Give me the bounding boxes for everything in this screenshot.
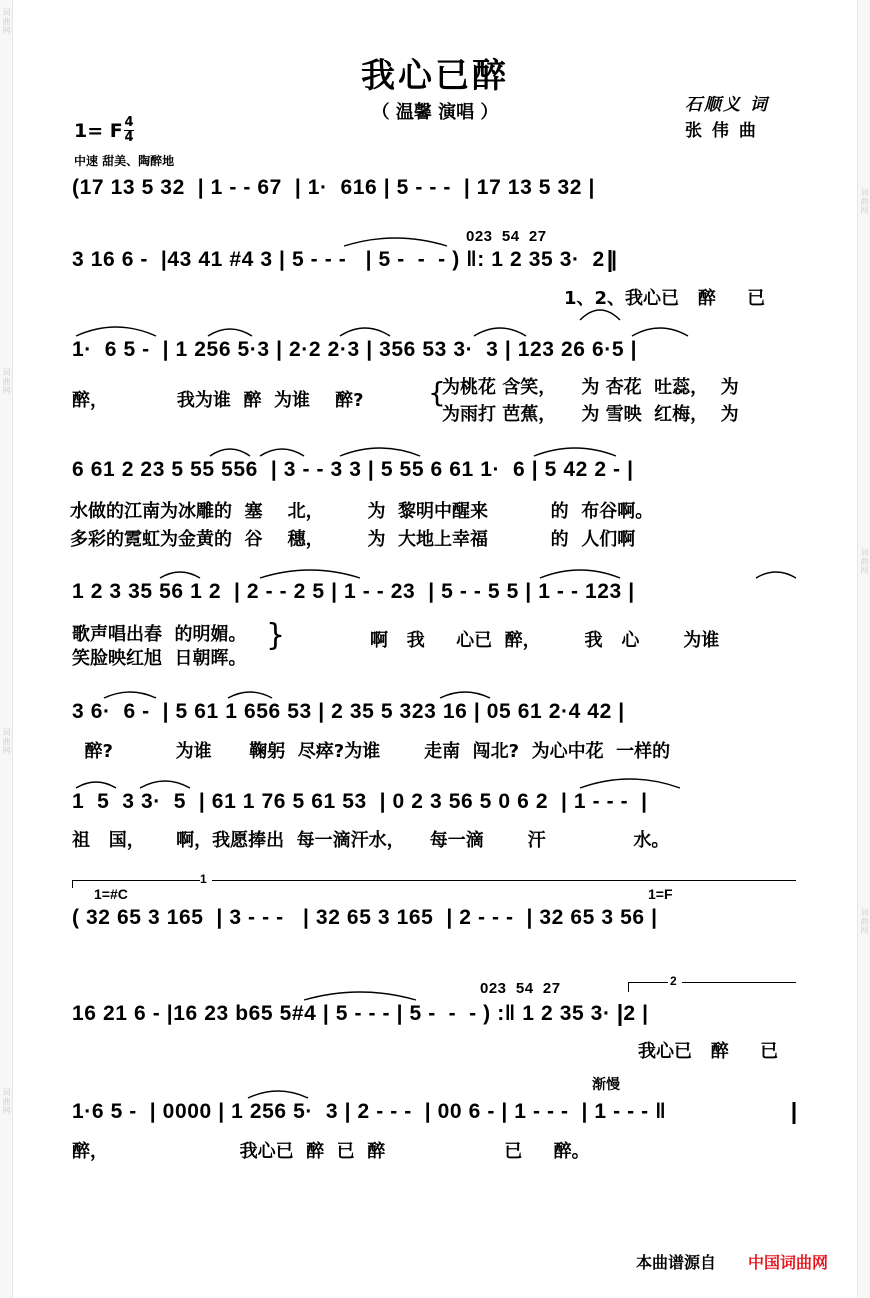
notation-line-8: ( 32 65 3 165 | 3 - - - | 32 65 3 165 | 2 - - - | 32 65 3 56 | xyxy=(72,906,658,929)
notation-line-10: 1·6 5 - | 0000 | 1 256 5· 3 | 2 - - - | 00 6 - | 1 - - - | 1 - - - ‖ xyxy=(72,1100,667,1123)
lyric-line-9: 我心已 醉 已 xyxy=(638,1041,779,1062)
slur-arc xyxy=(76,327,156,336)
lyric-brace-5: } xyxy=(266,618,286,653)
notation-line-4: 6 61 2 23 5 55 556 | 3 - - 3 3 | 5 55 6 61 1· 6 | 5 42 2 - | xyxy=(72,458,634,481)
lyric-line-5-verse-2: 笑脸映红旭 日朝晖。 xyxy=(72,648,247,669)
key-change-f: 1=F xyxy=(648,886,673,902)
watermark-left-2: 词曲网 xyxy=(2,368,11,395)
lyric-line-3-verse-1: 为桃花 含笑， 为 杏花 吐蕊， 为 xyxy=(442,377,739,398)
slur-arc xyxy=(208,329,252,336)
watermark-right-3: 词曲网 xyxy=(860,908,869,935)
notation-line-1: (17 13 5 32 | 1 - - 67 | 1· 616 | 5 - - - | 17 13 5 32 | xyxy=(72,176,595,199)
slur-arc xyxy=(140,781,190,788)
slur-arc xyxy=(260,449,304,456)
lyric-line-4-verse-1: 水做的江南为冰雕的 塞 北， 为 黎明中醒来 的 布谷啊。 xyxy=(70,501,654,522)
slur-arc xyxy=(344,238,447,246)
tempo-marking: 中速 甜美、陶醉地 xyxy=(74,154,175,168)
lyric-line-5-verse-1: 歌声唱出春 的明媚。 xyxy=(72,624,247,645)
lyric-line-6: 醉? 为谁 鞠躬 尽瘁?为谁 走南 闯北? 为心中花 一样的 xyxy=(72,741,671,762)
slur-arc xyxy=(248,1091,308,1098)
slur-arc xyxy=(228,692,272,698)
slur-arc xyxy=(540,570,620,578)
watermark-right-2: 词曲网 xyxy=(860,548,869,575)
slur-arc xyxy=(76,782,116,788)
grace-notes-line-9: 023 54 27 xyxy=(480,980,561,997)
tempo-change-rit: 渐慢 xyxy=(592,1076,620,1092)
slur-arc xyxy=(104,692,156,698)
lyric-line-7: 祖 国， 啊，我愿捧出 每一滴汗水， 每一滴 汗 水。 xyxy=(72,830,670,851)
performer-credit: （ 温馨 演唱 ） xyxy=(371,102,499,123)
slur-arc xyxy=(210,449,250,456)
slur-arc xyxy=(534,448,616,456)
lyric-line-4-verse-2: 多彩的霓虹为金黄的 谷 穗， 为 大地上幸福 的 人们啊 xyxy=(70,529,636,550)
slur-arc xyxy=(260,570,360,578)
watermark-left-3: 词曲网 xyxy=(2,728,11,755)
source-label: 本曲谱源自 xyxy=(636,1253,717,1272)
volta-number-1: 1 xyxy=(200,872,207,886)
song-title: 我心已醉 xyxy=(361,56,509,96)
lyric-line-3-verse-2: 为雨打 芭蕉， 为 雪映 红梅， 为 xyxy=(442,404,739,425)
grace-notes-line-2: 023 54 27 xyxy=(466,228,547,245)
notation-line-9: 16 21 6 - |16 23 b65 5#4 | 5 - - - | 5 - - - ) :‖ 1 2 35 3· 2 | xyxy=(72,1002,649,1025)
watermark-left-4: 词曲网 xyxy=(2,1088,11,1115)
slur-arc xyxy=(756,572,796,578)
composer-credit: 张 伟 曲 xyxy=(685,121,758,141)
notation-line-5: 1 2 3 35 56 1 2 | 2 - - 2 5 | 1 - - 23 | 5 - - 5 5 | 1 - - 123 | xyxy=(72,580,635,603)
slur-arc xyxy=(580,310,620,320)
slur-arc xyxy=(160,572,200,578)
source-brand-link[interactable]: 中国词曲网 xyxy=(748,1253,829,1272)
notation-line-2: 3 16 6 - |43 41 #4 3 | 5 - - - | 5 - - - ) ‖: 1 2 35 3· 2 | xyxy=(72,248,618,271)
slur-arc xyxy=(632,328,688,336)
lyric-line-10: 醉， 我心已 醉 已 醉 已 醉。 xyxy=(72,1141,590,1162)
time-signature-top: 4 xyxy=(124,115,134,130)
lyric-brace-3: { xyxy=(428,376,446,409)
slur-arc xyxy=(304,992,416,1000)
slur-arc xyxy=(340,448,420,456)
slur-arc xyxy=(440,692,490,698)
slur-arc xyxy=(340,328,390,336)
watermark-left-1: 词曲网 xyxy=(2,8,11,35)
notation-line-7: 1 5 3 3· 5 | 61 1 76 5 61 53 | 0 2 3 56 5 0 6 2 | 1 - - - | xyxy=(72,790,648,813)
time-signature-bottom: 4 xyxy=(124,130,134,145)
watermark-right-1: 词曲网 xyxy=(860,188,869,215)
slur-arc xyxy=(474,328,526,336)
notation-line-3: 1· 6 5 - | 1 256 5·3 | 2·2 2·3 | 356 53 3· 3 | 123 26 6·5 | xyxy=(72,338,638,361)
lyricist-credit: 石顺义 词 xyxy=(685,95,769,115)
notation-line-6: 3 6· 6 - | 5 61 1 656 53 | 2 35 5 323 16 | 05 61 2·4 42 | xyxy=(72,700,625,723)
key-change-c-sharp: 1=#C xyxy=(94,886,128,902)
lyric-line-3: 醉， 我为谁 醉 为谁 醉? xyxy=(72,390,364,411)
lyric-line-2: 1、2、我心已 醉 已 xyxy=(564,288,766,309)
key-signature: 1= F xyxy=(74,120,123,142)
volta-number-2: 2 xyxy=(670,974,677,988)
lyric-line-5-chorus: 啊 我 心已 醉， 我 心 为谁 xyxy=(370,630,720,651)
slur-arc xyxy=(580,779,680,788)
